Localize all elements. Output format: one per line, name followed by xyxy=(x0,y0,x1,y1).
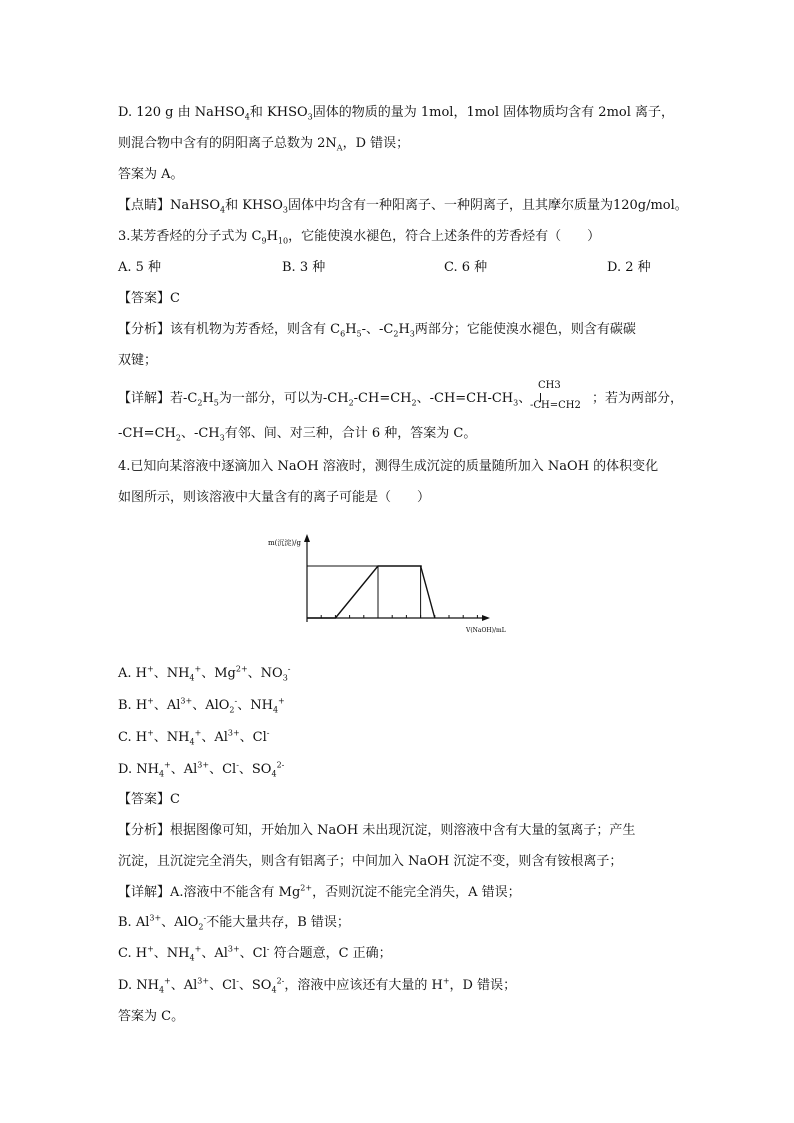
struct-top: CH3 xyxy=(538,380,561,391)
q3-analysis: 【分析】该有机物为芳香烃，则含有 $C_6H_5-$、$-C_2H_3$两部分；它能使溴水褪色，则含有碳碳 xyxy=(118,322,636,339)
text: H xyxy=(266,229,278,244)
text: H xyxy=(398,322,410,337)
text: ，它能使溴水褪色，符合上述条件的芳香烃有（ ） xyxy=(288,229,601,244)
text: 、Cl xyxy=(239,946,267,961)
y-axis-arrow xyxy=(304,534,310,542)
text: D. 120 g 由 NaHSO xyxy=(118,105,245,120)
text: 3.某芳香烃的分子式为 C xyxy=(118,229,262,244)
x-axis-arrow xyxy=(482,615,490,621)
answer-a: 答案为 A。 xyxy=(118,167,184,182)
text: 、NO xyxy=(247,666,283,681)
text: C. H xyxy=(118,946,148,961)
q3-answer: 【答案】C xyxy=(118,291,180,306)
text: 为一部分，可以为-CH xyxy=(218,391,349,406)
text: 、NH xyxy=(153,730,190,745)
text: ，D 错误； xyxy=(449,978,517,993)
q4-option-a: A. H+、$NH_4^+$、$Mg^{2+}$、$NO_3^-$ xyxy=(118,664,291,683)
text: 、-CH xyxy=(180,426,220,441)
text: 、Cl xyxy=(209,978,237,993)
text: 、Cl xyxy=(209,762,237,777)
question-4: 4.已知向某溶液中逐滴加入 NaOH 溶液时，测得生成沉淀的质量随所加入 NaOH 的体积变化 xyxy=(118,459,659,474)
text: 和 KHSO xyxy=(249,105,308,120)
q4-answer: 【答案】C xyxy=(118,792,180,807)
text: 、AlO xyxy=(161,915,199,930)
q3-detail: 【详解】若$-C_2H_5$为一部分，可以为$-CH_2-CH=CH_2$、$-CH=CH-CH_3$、 xyxy=(118,391,532,408)
structural-formula xyxy=(530,380,590,420)
text: 、 xyxy=(518,391,532,406)
text: D. NH xyxy=(118,978,159,993)
text: 、Al xyxy=(201,946,228,961)
text: 【分析】该有机物为芳香烃，则含有 C xyxy=(118,322,341,337)
q4-detail-a: 【详解】A.溶液中不能含有 $Mg^{2+}$，否则沉淀不能完全消失，A 错误； xyxy=(118,883,521,900)
q3-detail-tail: ；若为两部分， xyxy=(592,391,684,406)
q4-option-b: B. H+、$Al^{3+}$、AlO$_2$-、$NH_4^+$ xyxy=(118,696,285,715)
q3-option-a: A. 5 种 xyxy=(118,260,162,275)
q4-analysis: 【分析】根据图像可知，开始加入 NaOH 未出现沉淀，则溶液中含有大量的氢离子；产生 xyxy=(118,823,636,838)
text: 、Al xyxy=(153,698,181,713)
q4-option-d: D. $NH_4^+$、$Al^{3+}$、Cl-、$SO_4^{2-}$ xyxy=(118,760,285,779)
q4-option-c: C. H+、$NH_4^+$、$Al^{3+}$、Cl- xyxy=(118,728,270,747)
q4-detail-c: C. H+、$NH_4^+$、$Al^{3+}$、Cl- 符合题意，C 正确； xyxy=(118,944,392,963)
line-d-cont: 则混合物中含有的阴阳离子总数为 $2N_A$，D 错误； xyxy=(118,136,410,153)
text: -CH=CH xyxy=(353,391,412,406)
text: D. NH xyxy=(118,762,159,777)
q3-option-b: B. 3 种 xyxy=(282,260,326,275)
text: 有邻、间、对三种，合计 6 种，答案为 C。 xyxy=(224,426,477,441)
q3-detail-cont: $-CH=CH_2$、$-CH_3$有邻、间、对三种，合计 6 种，答案为 C。 xyxy=(118,426,477,443)
text: ，D 错误； xyxy=(342,136,410,151)
text: 不能大量共存，B 错误； xyxy=(206,915,350,930)
text: H xyxy=(345,322,357,337)
text: 、NH xyxy=(153,666,190,681)
text: 【详解】A.溶液中不能含有 Mg xyxy=(118,885,301,900)
text: 、Al xyxy=(170,978,198,993)
text: 、Mg xyxy=(201,666,236,681)
text: 【点睛】NaHSO xyxy=(118,198,221,213)
text: 和 KHSO xyxy=(225,198,283,213)
q3-option-d: D. 2 种 xyxy=(607,260,651,275)
text: 、Al xyxy=(170,762,198,777)
precipitate-curve xyxy=(307,566,435,618)
text: 、SO xyxy=(238,762,272,777)
text: 则混合物中含有的阴阳离子总数为 2N xyxy=(118,136,337,151)
text: 、Cl xyxy=(239,730,267,745)
line-d-option: D. 120 g 由 NaHSO$_4$和 $KHSO_3$固体的物质的量为 1mol，1mol 固体物质均含有 2mol 离子， xyxy=(118,105,675,122)
text: B. Al xyxy=(118,915,150,930)
text: 、NH xyxy=(153,946,190,961)
q4-detail-d: D. $NH_4^+$、$Al^{3+}$、Cl-、$SO_4^{2-}$，溶液中应该还有大量的 H+，D 错误； xyxy=(118,976,517,995)
precipitate-chart xyxy=(266,528,536,638)
question-3: 3.某芳香烃的分子式为 $C_9H_{10}$，它能使溴水褪色，符合上述条件的芳香烃有（ ） xyxy=(118,229,601,246)
question-4-cont: 如图所示，则该溶液中大量含有的离子可能是（ ） xyxy=(118,490,431,505)
text: H xyxy=(202,391,214,406)
y-axis-label: m(沉淀)/g xyxy=(268,539,301,547)
text: 符合题意，C 正确； xyxy=(269,946,392,961)
text: ，溶液中应该还有大量的 H xyxy=(284,978,443,993)
text: 固体中均含有一种阳离子、一种阴离子，且其摩尔质量为120g/mol。 xyxy=(287,198,688,213)
text: 、SO xyxy=(238,978,272,993)
x-axis-label: V(NaOH)/mL xyxy=(466,627,506,634)
q3-analysis-cont: 双键； xyxy=(118,353,158,368)
text: 【详解】若-C xyxy=(118,391,198,406)
text: 、AlO xyxy=(192,698,230,713)
text: 、-CH=CH-CH xyxy=(416,391,514,406)
text: C. H xyxy=(118,730,148,745)
q4-analysis-cont: 沉淀，且沉淀完全消失，则含有铝离子；中间加入 NaOH 沉淀不变，则含有铵根离子； xyxy=(118,854,623,869)
text: 两部分；它能使溴水褪色，则含有碳碳 xyxy=(414,322,636,337)
text: A. H xyxy=(118,666,147,681)
text: B. H xyxy=(118,698,148,713)
text: -、-C xyxy=(361,322,394,337)
q3-option-c: C. 6 种 xyxy=(444,260,488,275)
text: ，否则沉淀不能完全消失，A 错误； xyxy=(312,885,521,900)
text: 、NH xyxy=(237,698,273,713)
struct-bottom: -CH=CH2 xyxy=(530,400,581,411)
text: 、Al xyxy=(201,730,228,745)
q4-detail-b: B. $Al^{3+}$、AlO$_2$-不能大量共存，B 错误； xyxy=(118,913,350,932)
text: 固体的物质的量为 1mol，1mol 固体物质均含有 2mol 离子， xyxy=(312,105,675,120)
dianjing: 【点睛】NaHSO$_4$和 $KHSO_3$固体中均含有一种阳离子、一种阴离子，且其摩尔质量为120g/mol。 xyxy=(118,198,688,215)
text: -CH=CH xyxy=(118,426,176,441)
q4-final-answer: 答案为 C。 xyxy=(118,1009,185,1024)
